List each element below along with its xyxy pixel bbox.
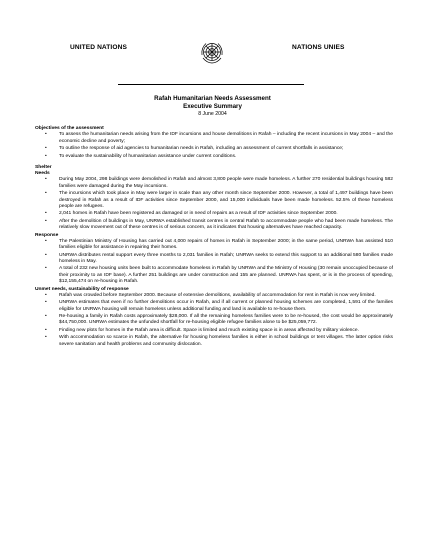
unmet-needs-list [35,293,393,348]
list-item: • After the demolition of buildings in May, UNRWA established transit centres in central Rafah to accommodate people who had been made homeless. The relatively slow movement out of these centres is of serious concern, as it indicates that housing alternatives have reached capacity. [35,219,393,232]
needs-list [35,177,393,231]
list-item: • A total of 232 new housing units been built to accommodate homeless in Rafah by UNRWA and the Ministry of Housing (30 remain unoccupied because of their proximity to an IDF base). A further 251 buildings are under construction and 155 are planned. UNRWA has spent, or is in the process of spending, $12,155,474 on re-housing in Rafah. [35,266,393,285]
header-united-nations: UNITED NATIONS [70,44,127,51]
objectives-heading: Objectives of the assessment [35,126,104,131]
list-item: • 2,041 homes in Rafah have been registered as damaged or in need of repairs as a result of IDF activities since September 2000. [35,211,393,217]
shelter-heading: Shelter [35,164,52,170]
response-heading: Response [35,232,59,238]
list-item: • To assess the humanitarian needs arising from the IDF incursions and house demolitions in Rafah – including the recent incursions in May 2004 – and the economic decline and poverty; [35,132,393,145]
document-date: 8 June 2004 [198,111,227,117]
list-item: • UNRWA estimates that even if no further demolitions occur in Rafah, and if all current or planned housing schemes are completed, 1,591 of the families eligible for UNRWA housing will remain homeless unless additional funding and land is available to re-house them. [35,300,393,313]
needs-heading: Needs [35,171,50,177]
objectives-list [35,132,393,160]
unmet-needs-heading: Unmet needs, sustainability of response [35,286,129,292]
response-list [35,239,393,285]
header-nations-unies: NATIONS UNIES [292,44,345,51]
list-item: • Rafah was crowded before September 2000. Because of extensive demolitions, availability of accommodation for rent in Rafah is now very limited. [35,293,393,299]
document-subtitle: Executive Summary [183,103,242,110]
un-emblem-icon [198,39,226,67]
list-item: • During May 2004, 298 buildings were demolished in Rafah and almost 3,800 people were made homeless. A further 270 residential buildings housing 582 families were damaged during the May incursions. [35,177,393,190]
list-item: • Finding new plots for homes in the Rafah area is difficult. Space is limited and much existing space is in areas affected by military violence. [35,328,393,334]
list-item: • The Palestinian Ministry of Housing has carried out 4,000 repairs of homes in Rafah in September 2000; in the same period, UNRWA has assisted 510 families eligible for assistance in repairing their homes. [35,239,393,252]
list-item: • With accommodation so scarce in Rafah, the alternative for housing homeless families is either in school buildings or tent villages. The latter option risks severe sanitation and health problems and community dislocation. [35,335,393,348]
list-item: • To outline the response of aid agencies to humanitarian needs in Rafah, including an assessment of current shortfalls in assistance; [35,146,393,152]
list-item: • To evaluate the sustainability of humanitarian assistance under current conditions. [35,154,393,160]
document-body [35,126,393,349]
header-divider [118,84,304,85]
list-item: • The incursions which took place in May were larger in scale than any other month since September 2000. However, a total of 1,497 buildings have been destroyed in Rafah as a result of IDF activities since September 2000, and 15,000 individuals have been made homeless. 52.5% of these homeless people are refugees. [35,191,393,210]
list-item: • UNRWA distributes rental support every three months to 2,031 families in Rafah; UNRWA seeks to extend this support to an additional 580 families made homeless in May. [35,253,393,266]
document-title: Rafah Humanitarian Needs Assessment [154,95,271,102]
list-item: • Re-housing a family in Rafah costs approximately $28,000. If all the remaining homeless families were to be re-housed, the cost would be approximately $44,750,000. UNRWA estimates the unfunded shortfall for re-housing eligible refugee families alone to be $25,059,772. [35,314,393,327]
